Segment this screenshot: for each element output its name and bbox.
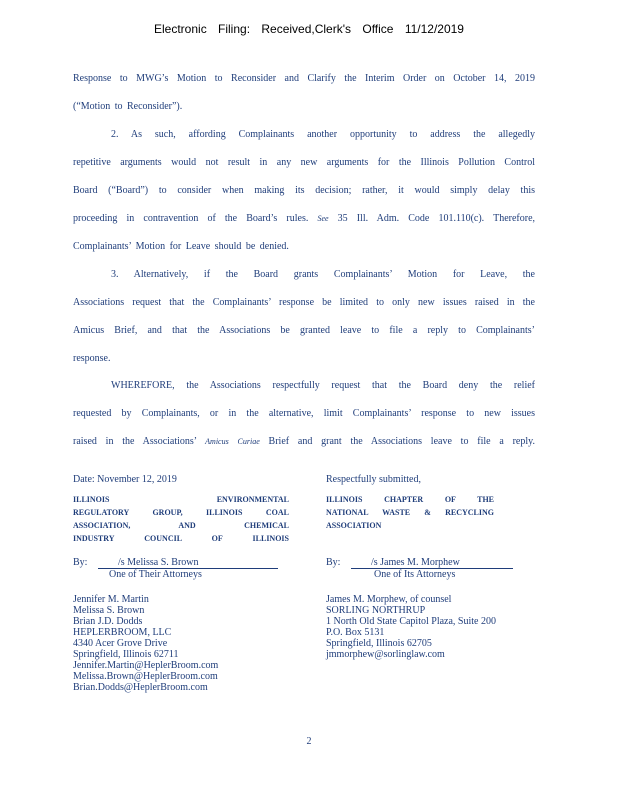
email-link[interactable]: Melissa.Brown@HeplerBroom.com [73,671,218,682]
right-signature: /s James M. Morphew [351,557,513,569]
right-by-line: By: /s James M. Morphew [326,557,546,569]
left-contacts: Jennifer M. Martin Melissa S. Brown Brian J.D. Dodds HEPLERBROOM, LLC 4340 Acer Grove Drive Springfield, Illinois 62711 Jennifer.Martin@HeplerBroom.com Melissa.Brown@HeplerBroom.com Brian.Dodds@HeplerBroom.com [73,594,303,693]
filing-header: Electronic Filing: Received,Clerk's Office 11/12/2019 [154,22,464,36]
body-line: proceeding in contravention of the Board’s rules. See 35 Ill. Adm. Code 101.110(c). Therefore, [73,213,536,224]
left-org-name: ILLINOIS ENVIRONMENTAL REGULATORY GROUP, ILLINOIS COAL ASSOCIATION, AND CHEMICAL INDUSTRY COUNCIL OF ILLINOIS [73,495,289,543]
body-line: requested by Complainants, or in the alternative, limit Complainants’ response to new issues [73,408,535,419]
left-signature: /s Melissa S. Brown [98,557,278,569]
body-line: 2. As such, affording Complainants another opportunity to address the allegedly [111,129,535,140]
left-signature-block [73,474,303,693]
body-line: (“Motion to Reconsider”). [73,101,183,112]
right-signature-block [326,474,546,660]
page-number: 2 [306,736,312,747]
body-line: repetitive arguments would not result in any new arguments for the Illinois Pollution Control [73,157,535,168]
date-line: Date: November 12, 2019 [73,474,177,485]
right-contacts: James M. Morphew, of counsel SORLING NORTHRUP 1 North Old State Capitol Plaza, Suite 200 P.O. Box 5131 Springfield, Illinois 62705 jmmorphew@sorlinglaw.com [326,594,546,660]
body-line: Amicus Brief, and that the Associations be granted leave to file a reply to Complainants’ [73,325,535,336]
left-role: One of Their Attorneys [109,569,202,580]
email-link[interactable]: jmmorphew@sorlinglaw.com [326,649,445,660]
body-line: Response to MWG’s Motion to Reconsider and Clarify the Interim Order on October 14, 2019 [73,73,535,84]
body-line: Board (“Board”) to consider when making its decision; rather, it would simply delay this [73,185,535,196]
right-org-name: ILLINOIS CHAPTER OF THE NATIONAL WASTE & RECYCLING ASSOCIATION [326,495,494,530]
body-line: Associations request that the Complainants’ response be limited to only new issues raised in the [73,297,535,308]
body-line: WHEREFORE, the Associations respectfully request that the Board deny the relief [111,380,535,391]
body-line: Complainants’ Motion for Leave should be denied. [73,241,289,252]
left-by-line: By: /s Melissa S. Brown [73,557,303,569]
body-line: raised in the Associations’ Amicus Curiae Brief and grant the Associations leave to file a reply. [73,436,535,447]
right-role: One of Its Attorneys [374,569,456,580]
closing-line: Respectfully submitted, [326,474,421,485]
email-link[interactable]: Brian.Dodds@HeplerBroom.com [73,682,208,693]
body-line: 3. Alternatively, if the Board grants Complainants’ Motion for Leave, the [111,269,535,280]
body-line: response. [73,353,111,364]
email-link[interactable]: Jennifer.Martin@HeplerBroom.com [73,660,219,671]
